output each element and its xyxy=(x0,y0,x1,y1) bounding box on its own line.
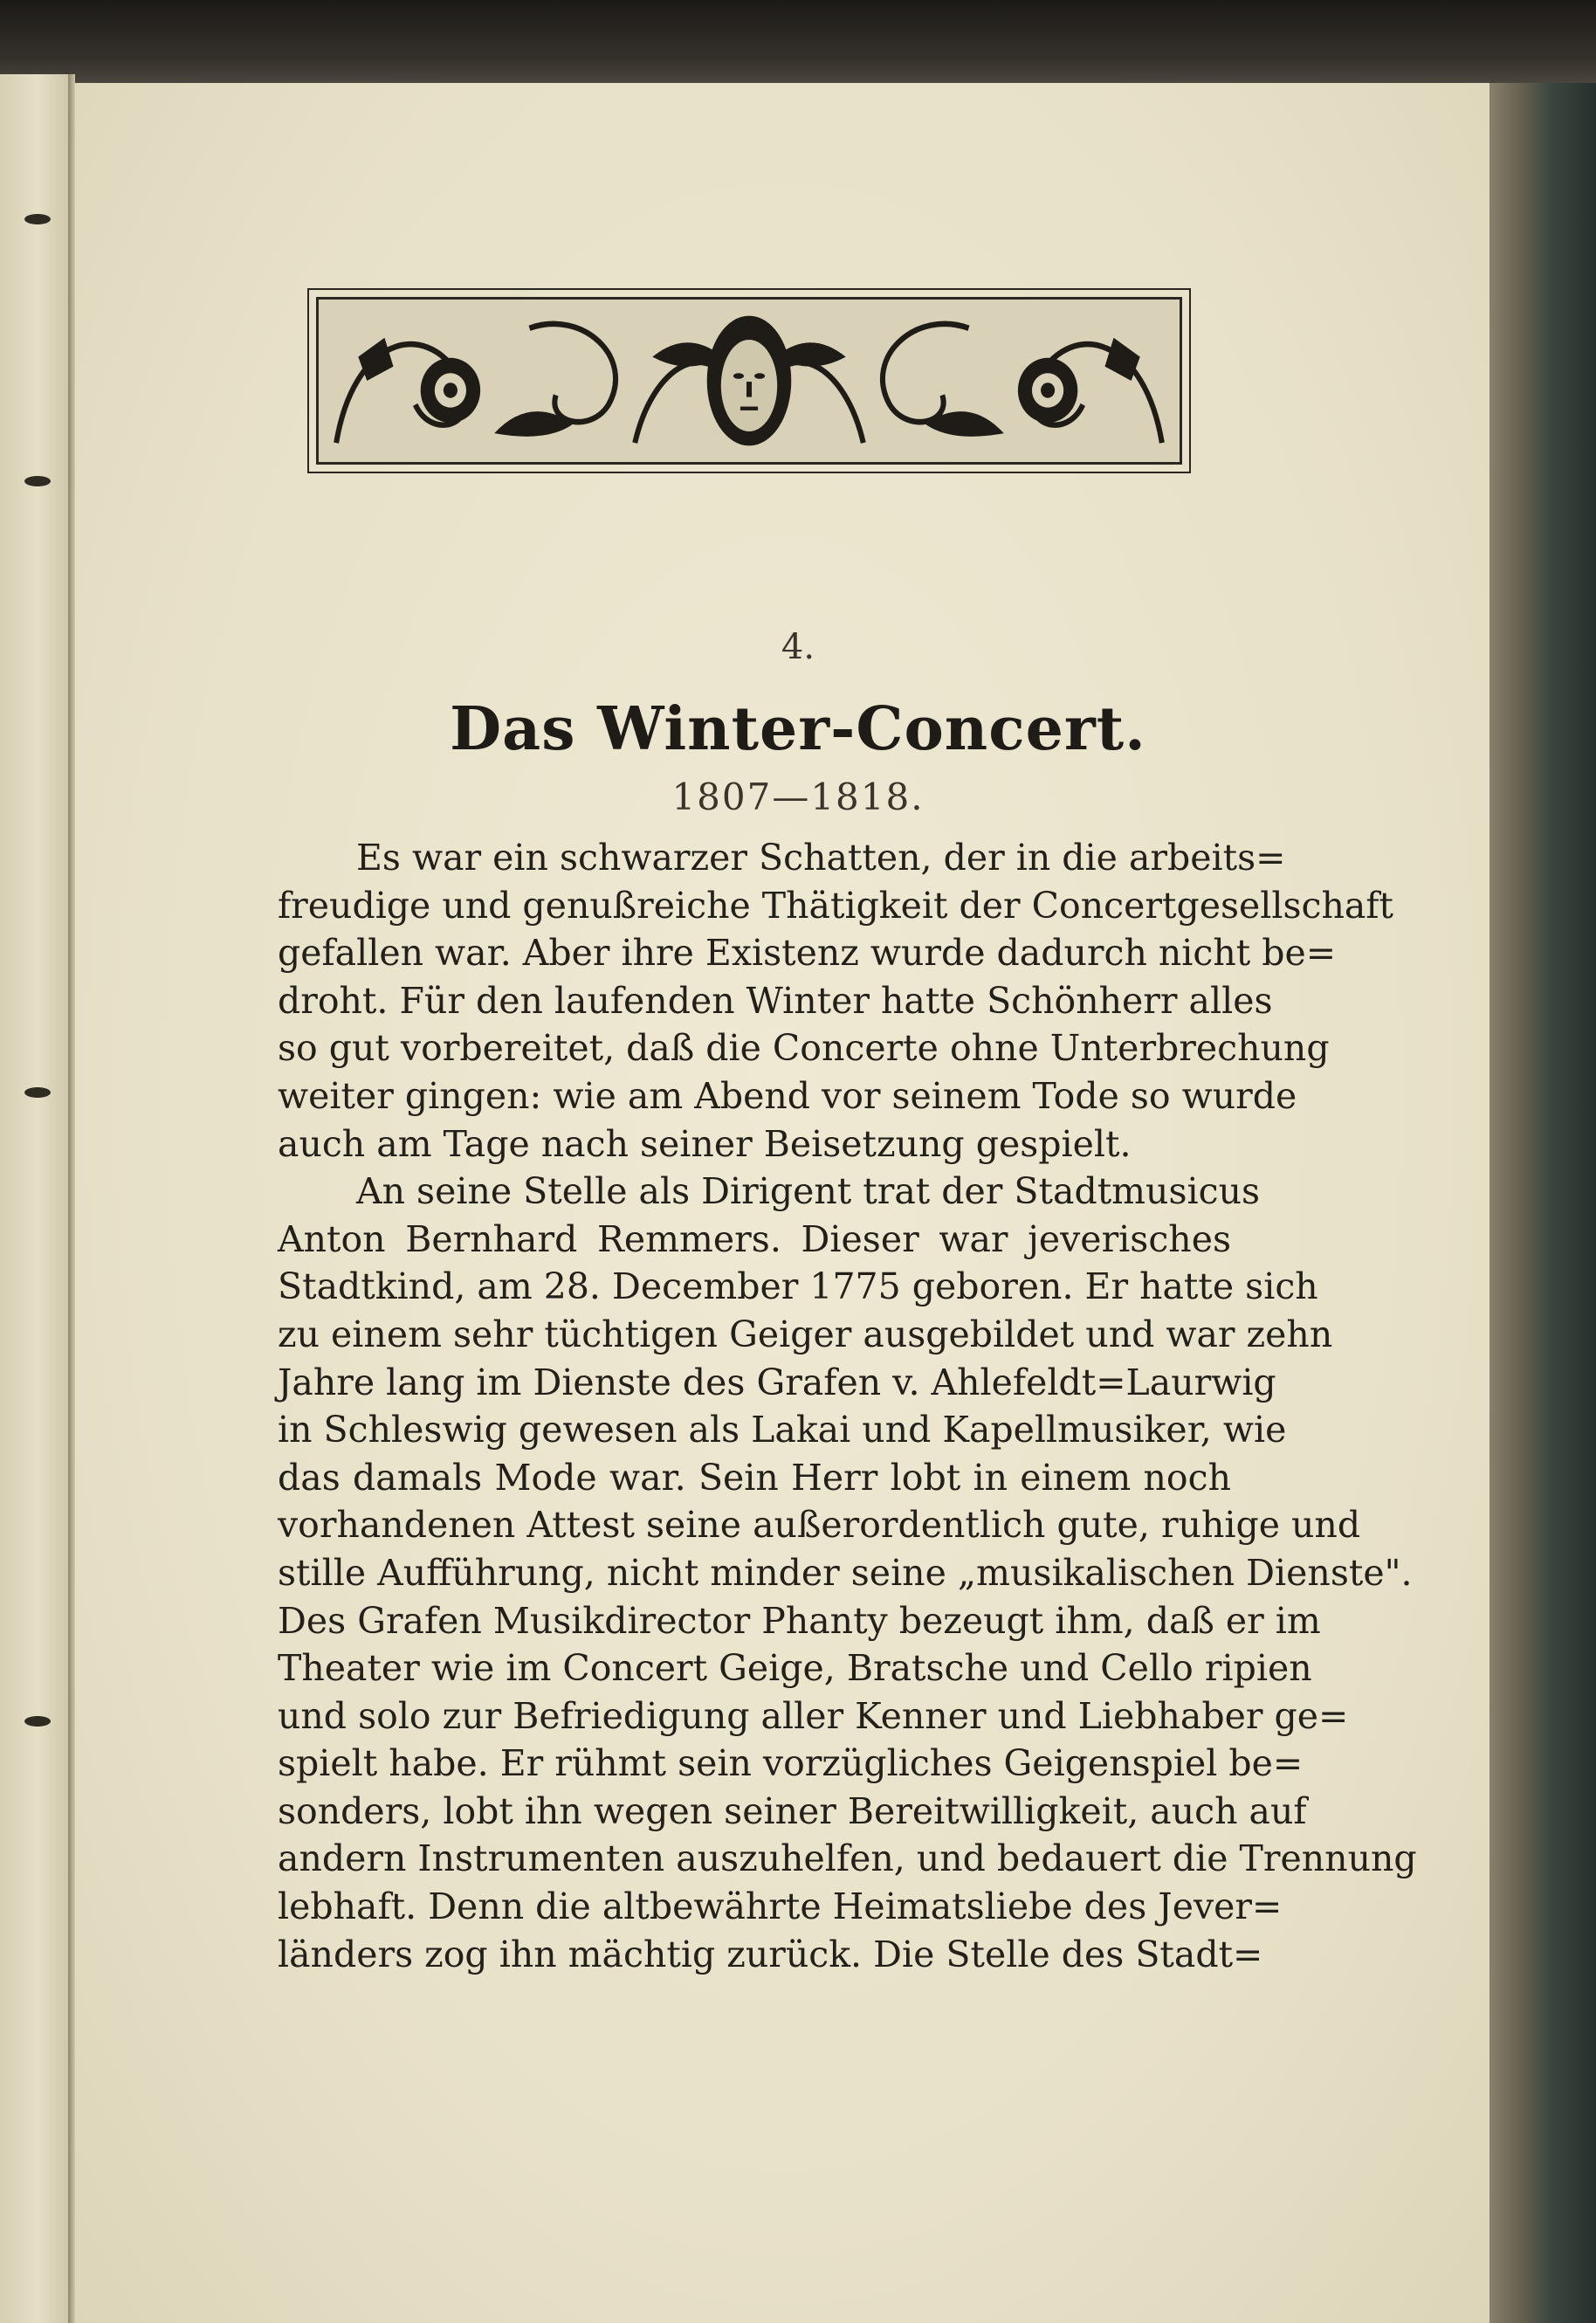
binding-stitch xyxy=(24,1716,51,1727)
binding-stitch xyxy=(24,1087,51,1098)
text-line: und solo zur Befriedigung aller Kenner und Liebhaber ge= xyxy=(278,1694,1349,1737)
text-line: sonders, lobt ihn wegen seiner Bereitwilligkeit, auch auf xyxy=(278,1789,1307,1832)
text-line: An seine Stelle als Dirigent trat der Stadtmusicus xyxy=(356,1170,1261,1213)
text-line: zu einem sehr tüchtigen Geiger ausgebildet und war zehn xyxy=(278,1313,1333,1355)
book-spine-edge xyxy=(1484,83,1596,2323)
text-line: Jahre lang im Dienste des Grafen v. Ahlefeldt=Laurwig xyxy=(278,1361,1276,1403)
text-line: in Schleswig gewesen als Lakai und Kapellmusiker, wie xyxy=(278,1409,1287,1451)
text-line: spielt habe. Er rühmt sein vorzügliches Geigenspiel be= xyxy=(278,1742,1304,1785)
chapter-number: 4. xyxy=(781,627,815,667)
text-line: so gut vorbereitet, daß die Concerte ohne Unterbrechung xyxy=(278,1027,1330,1070)
chapter-dates: 1807—1818. xyxy=(671,775,925,818)
text-line: Des Grafen Musikdirector Phanty bezeugt ihm, daß er im xyxy=(278,1599,1321,1642)
text-line: weiter gingen: wie am Abend vor seinem Tode so wurde xyxy=(278,1074,1297,1117)
text-line: Es war ein schwarzer Schatten, der in die arbeits= xyxy=(356,837,1286,879)
book-gutter xyxy=(68,74,75,2323)
ornament-scrollwork-graphic xyxy=(319,300,1180,462)
text-line: Anton Bernhard Remmers. Dieser war jeverisches xyxy=(278,1217,1231,1260)
text-line: droht. Für den laufenden Winter hatte Schönherr alles xyxy=(278,979,1273,1022)
text-line: vorhandenen Attest seine außerordentlich gute, ruhige und xyxy=(278,1504,1361,1547)
text-line: das damals Mode war. Sein Herr lobt in einem noch xyxy=(278,1456,1231,1499)
decorative-header-ornament xyxy=(307,288,1191,473)
binding-stitch xyxy=(24,476,51,486)
text-line: länders zog ihn mächtig zurück. Die Stelle des Stadt= xyxy=(278,1933,1263,1975)
text-line: auch am Tage nach seiner Beisetzung gespielt. xyxy=(278,1122,1132,1165)
text-line: freudige und genußreiche Thätigkeit der Concertgesellschaft xyxy=(278,884,1393,927)
text-line: Theater wie im Concert Geige, Bratsche und Cello ripien xyxy=(278,1647,1312,1690)
text-line: Stadtkind, am 28. December 1775 geboren. Er hatte sich xyxy=(278,1265,1318,1308)
text-line: andern Instrumenten auszuhelfen, und bedauert die Trennung xyxy=(278,1837,1417,1880)
text-line: lebhaft. Denn die altbewährte Heimatsliebe des Jever= xyxy=(278,1885,1283,1928)
book-cover-edge xyxy=(0,0,1596,83)
chapter-title: Das Winter-Concert. xyxy=(450,694,1146,764)
body-text xyxy=(278,834,1417,1978)
text-line: stille Aufführung, nicht minder seine „musikalischen Dienste". xyxy=(278,1551,1413,1594)
text-line: gefallen war. Aber ihre Existenz wurde dadurch nicht be= xyxy=(278,932,1337,975)
facing-page-edge xyxy=(0,74,70,2323)
binding-stitch xyxy=(24,214,51,224)
